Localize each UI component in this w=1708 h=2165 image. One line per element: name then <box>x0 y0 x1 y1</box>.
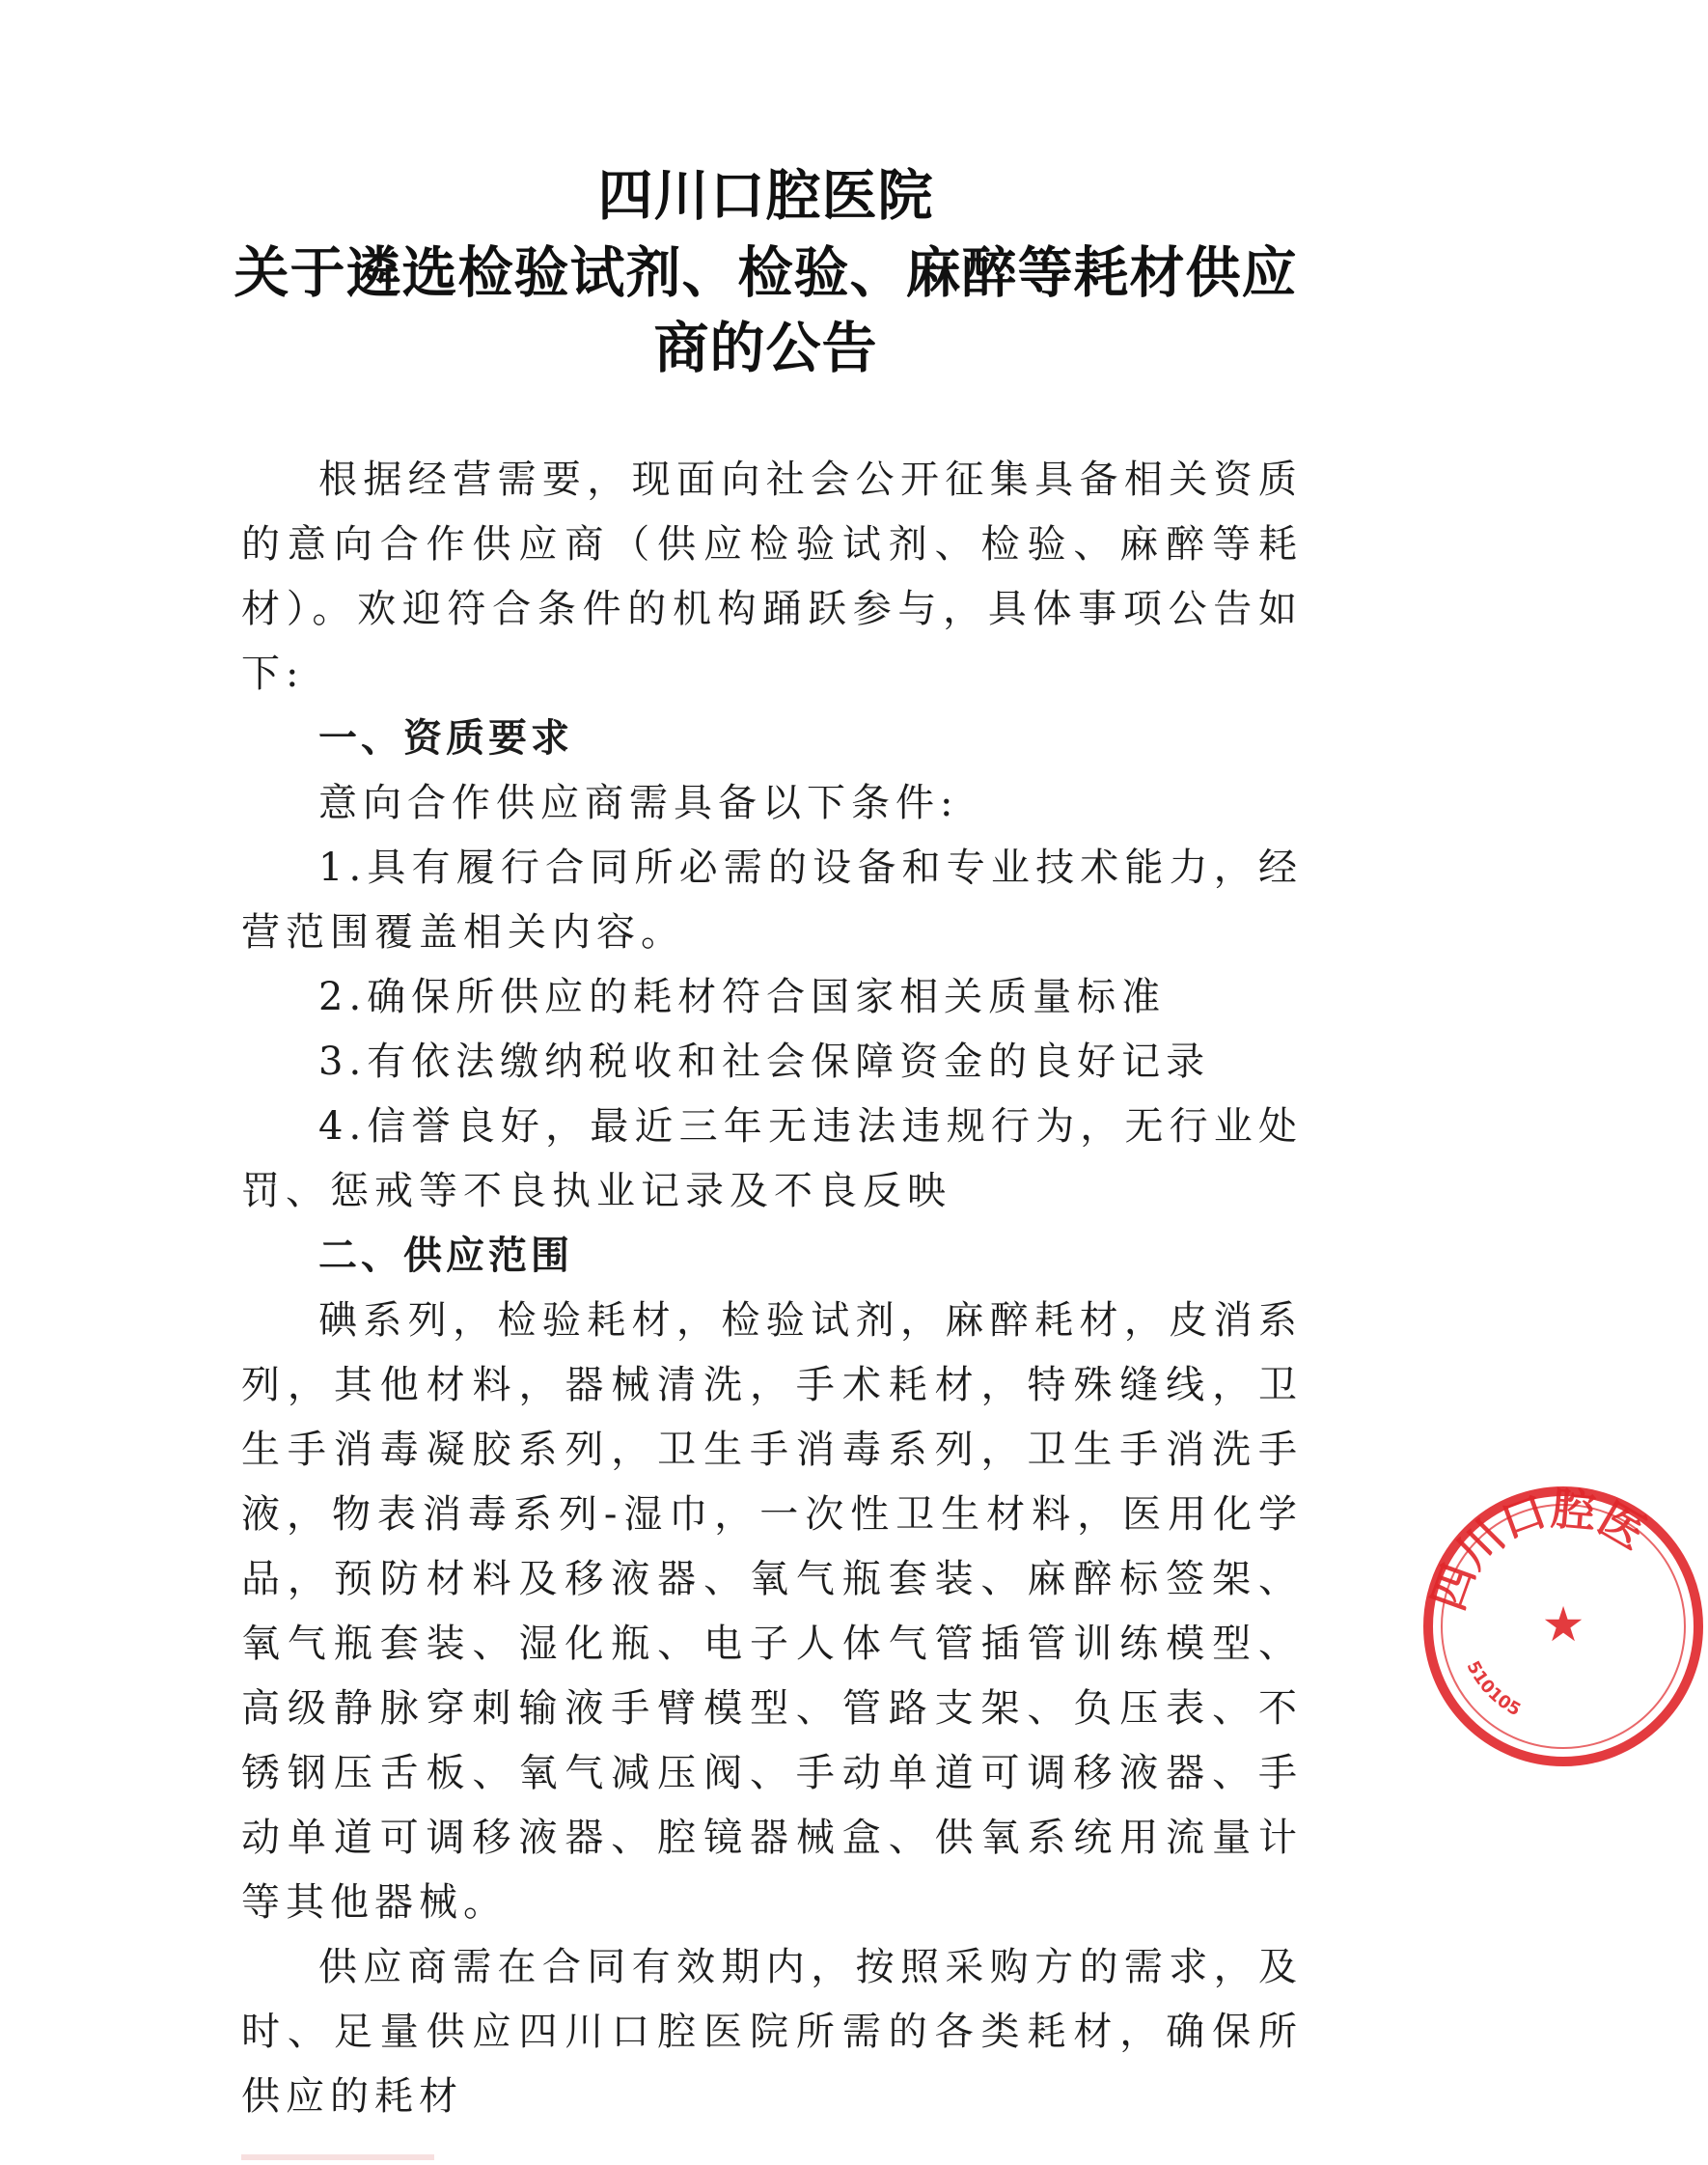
title-subject-line-end: 商的公告 <box>653 317 878 380</box>
svg-text:四川口腔医 <box>1421 1483 1654 1617</box>
seal-star-icon: ★ <box>1541 1596 1585 1652</box>
page-bottom-artifact <box>241 2154 434 2160</box>
qualification-item: 4.信誉良好，最近三年无违法违规行为，无行业处罚、惩戒等不良执业记录及不良反映 <box>241 1104 1303 1213</box>
supply-obligation-paragraph: 供应商需在合同有效期内，按照采购方的需求，及时、足量供应四川口腔医院所需的各类耗材，确保所供应的耗材 <box>241 1945 1303 2119</box>
qualification-item: 1.具有履行合同所必需的设备和专业技术能力，经营范围覆盖相关内容。 <box>241 846 1303 955</box>
seal-text: 四川口腔医 <box>1420 1482 1655 1617</box>
section-heading-qualifications: 一、资质要求 <box>318 716 573 761</box>
qualification-item: 3.有依法缴纳税收和社会保障资金的良好记录 <box>318 1040 1211 1084</box>
section-heading-supply-scope: 二、供应范围 <box>318 1234 573 1278</box>
title-subject-line: 关于遴选检验试剂、检验、麻醉等耗材供应 <box>234 241 1298 305</box>
svg-text:510105 <box>1462 1658 1524 1721</box>
document-body <box>241 448 1303 2129</box>
seal-number: 510105 <box>1462 1657 1525 1721</box>
title-hospital-name: 四川口腔医院 <box>597 164 934 228</box>
qualification-item: 2.确保所供应的耗材符合国家相关质量标准 <box>318 975 1167 1019</box>
intro-paragraph: 根据经营需要，现面向社会公开征集具备相关资质的意向合作供应商（供应检验试剂、检验、麻醉等耗材）。欢迎符合条件的机构踊跃参与，具体事项公告如下: <box>241 458 1303 696</box>
supply-scope-paragraph: 碘系列，检验耗材，检验试剂，麻醉耗材，皮消系列，其他材料，器械清洗，手术耗材，特殊缝线，卫生手消毒凝胶系列，卫生手消毒系列，卫生手消洗手液，物表消毒系列-湿巾，一次性卫生材料，医用化学品，预防材料及移液器、氧气瓶套装、麻醉标签架、氧气瓶套装、湿化瓶、电子人体气管插管训练模型、高级静脉穿刺输液手臂模型、管路支架、负压表、不锈钢压舌板、氧气减压阀、手动单道可调移液器、手动单道可调移液器、腔镜器械盒、供氧系统用流量计等其他器械。 <box>241 1298 1303 1925</box>
official-seal <box>1419 1482 1708 1771</box>
qualifications-lead: 意向合作供应商需具备以下条件: <box>318 781 959 825</box>
